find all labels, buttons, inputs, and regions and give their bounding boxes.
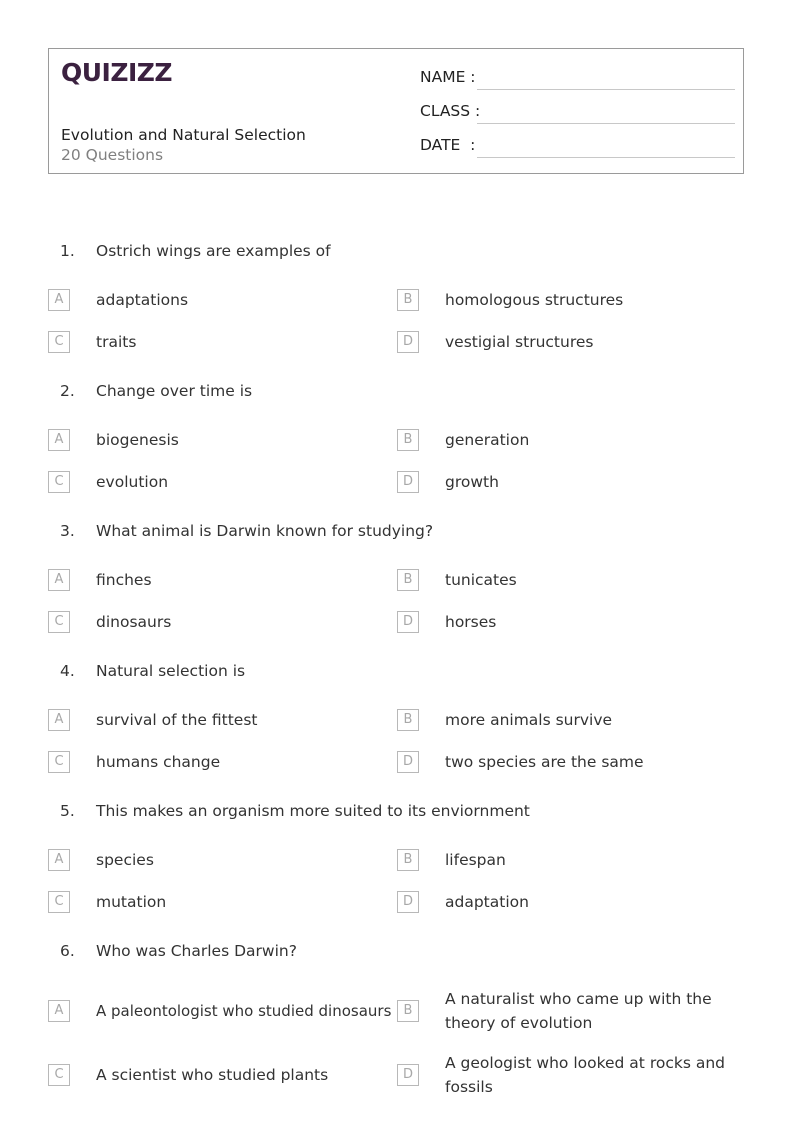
option-text: homologous structures (445, 291, 624, 309)
class-label: CLASS : (420, 102, 481, 120)
option-text: tunicates (445, 571, 517, 589)
option-letter-box[interactable]: A (48, 1000, 70, 1022)
question-text: Natural selection is (96, 662, 246, 680)
question-count: 20 Questions (61, 146, 164, 164)
name-line[interactable] (477, 89, 735, 90)
option-letter-box[interactable]: C (48, 891, 70, 913)
option-letter-box[interactable]: C (48, 1064, 70, 1086)
option-text: survival of the fittest (96, 711, 258, 729)
option-letter-box[interactable]: B (397, 709, 419, 731)
option-text: humans change (96, 753, 221, 771)
option-text: biogenesis (96, 431, 179, 449)
option-text: vestigial structures (445, 333, 594, 351)
option-letter-box[interactable]: C (48, 331, 70, 353)
quizizz-logo: QUIZIZZ (61, 58, 173, 87)
question-number: 4. (60, 662, 75, 680)
question-text: Who was Charles Darwin? (96, 942, 297, 960)
option-letter-box[interactable]: A (48, 289, 70, 311)
date-line[interactable] (477, 157, 735, 158)
question-number: 6. (60, 942, 75, 960)
option-text: horses (445, 613, 497, 631)
option-text: mutation (96, 893, 167, 911)
option-letter-box[interactable]: B (397, 1000, 419, 1022)
option-text: growth (445, 473, 499, 491)
option-letter-box[interactable]: C (48, 611, 70, 633)
option-letter-box[interactable]: D (397, 751, 419, 773)
option-letter-box[interactable]: A (48, 429, 70, 451)
option-letter-box[interactable]: A (48, 849, 70, 871)
question-number: 3. (60, 522, 75, 540)
class-field[interactable] (420, 101, 735, 127)
option-text: A naturalist who came up with the theory of evolution (445, 990, 712, 1032)
option-text: A geologist who looked at rocks and fossils (445, 1054, 725, 1096)
option-letter-box[interactable]: B (397, 569, 419, 591)
worksheet-header (48, 48, 744, 174)
option-letter-box[interactable]: D (397, 891, 419, 913)
option-text: adaptations (96, 291, 189, 309)
option-letter-box[interactable]: A (48, 709, 70, 731)
option-letter-box[interactable]: C (48, 471, 70, 493)
question-number: 1. (60, 242, 75, 260)
option-letter-box[interactable]: C (48, 751, 70, 773)
option-letter-box[interactable]: B (397, 429, 419, 451)
name-label: NAME : (420, 68, 476, 86)
date-label: DATE : (420, 136, 476, 154)
option-letter-box[interactable]: D (397, 611, 419, 633)
option-text: more animals survive (445, 711, 613, 729)
option-text: two species are the same (445, 753, 644, 771)
question-text: Change over time is (96, 382, 253, 400)
option-letter-box[interactable]: D (397, 1064, 419, 1086)
option-text: lifespan (445, 851, 506, 869)
date-field[interactable] (420, 135, 735, 161)
question-number: 5. (60, 802, 75, 820)
option-letter-box[interactable]: D (397, 471, 419, 493)
class-line[interactable] (477, 123, 735, 124)
option-letter-box[interactable]: A (48, 569, 70, 591)
name-field[interactable] (420, 67, 735, 93)
question-text: This makes an organism more suited to its enviornment (96, 802, 530, 820)
worksheet-title: Evolution and Natural Selection (61, 126, 306, 144)
option-text: species (96, 851, 154, 869)
question-text: What animal is Darwin known for studying? (96, 522, 434, 540)
option-text: generation (445, 431, 530, 449)
option-text: dinosaurs (96, 613, 172, 631)
option-letter-box[interactable]: B (397, 289, 419, 311)
option-text: adaptation (445, 893, 529, 911)
option-letter-box[interactable]: D (397, 331, 419, 353)
option-letter-box[interactable]: B (397, 849, 419, 871)
option-text: finches (96, 571, 152, 589)
option-text: evolution (96, 473, 169, 491)
option-text: A scientist who studied plants (96, 1066, 329, 1084)
question-text: Ostrich wings are examples of (96, 242, 331, 260)
question-number: 2. (60, 382, 75, 400)
option-text: A paleontologist who studied dinosaurs (96, 1002, 392, 1020)
option-text: traits (96, 333, 137, 351)
